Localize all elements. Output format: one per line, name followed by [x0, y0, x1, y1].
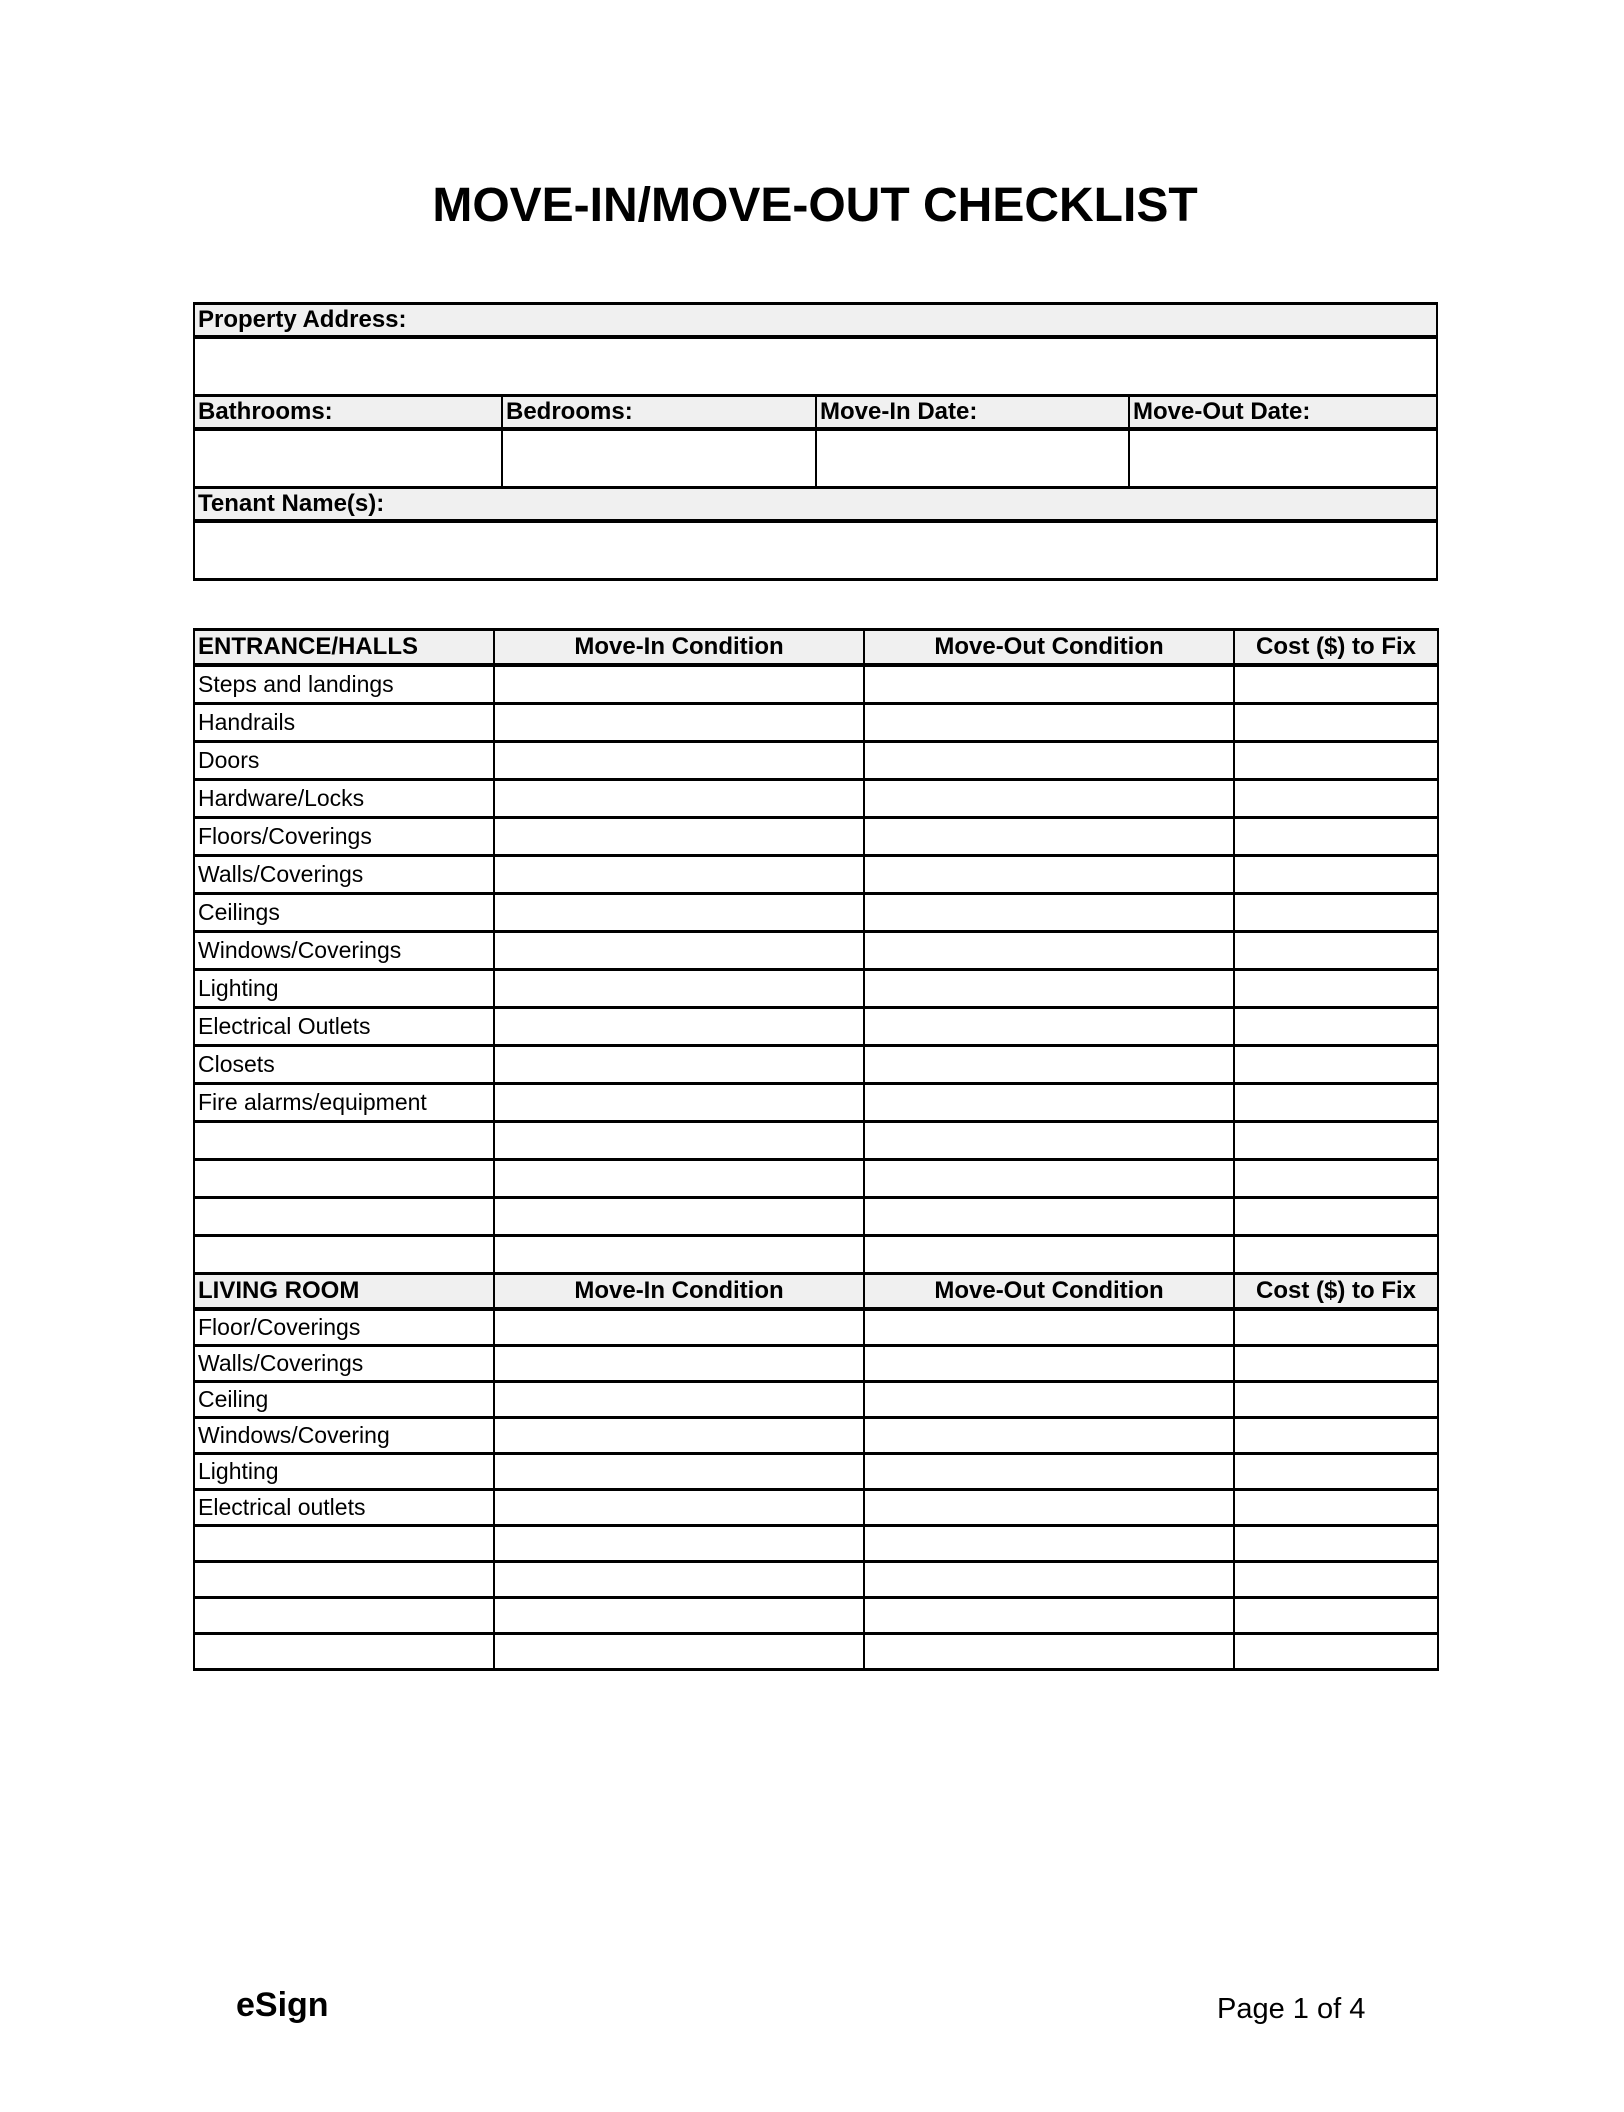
- checklist-row: [194, 1046, 1438, 1084]
- move-out-condition-cell[interactable]: [864, 1490, 1234, 1526]
- item-label-cell: Handrails: [194, 704, 494, 742]
- move-out-condition-cell[interactable]: [864, 856, 1234, 894]
- move-out-condition-cell[interactable]: [864, 932, 1234, 970]
- checklist-row: [194, 665, 1438, 704]
- column-header: Cost ($) to Fix: [1234, 630, 1438, 666]
- move-out-condition-cell[interactable]: [864, 1008, 1234, 1046]
- move-out-condition-cell[interactable]: [864, 742, 1234, 780]
- bedrooms-label: Bedrooms:: [502, 396, 816, 430]
- move-out-condition-cell[interactable]: [864, 780, 1234, 818]
- bathrooms-input[interactable]: [194, 429, 502, 488]
- move-in-condition-cell[interactable]: [494, 970, 864, 1008]
- item-label-cell: Windows/Covering: [194, 1418, 494, 1454]
- checklist-row: [194, 1309, 1438, 1346]
- move-in-condition-cell[interactable]: [494, 1160, 864, 1198]
- checklist-row: [194, 1198, 1438, 1236]
- move-out-condition-cell[interactable]: [864, 1418, 1234, 1454]
- property-address-label: Property Address:: [194, 304, 1437, 338]
- checklist-row: [194, 1236, 1438, 1274]
- column-header: Move-Out Condition: [864, 1274, 1234, 1310]
- checklist-row: [194, 704, 1438, 742]
- move-in-condition-cell[interactable]: [494, 1008, 864, 1046]
- cost-to-fix-cell[interactable]: [1234, 1084, 1438, 1122]
- cost-to-fix-cell[interactable]: [1234, 1008, 1438, 1046]
- checklist-row: [194, 1562, 1438, 1598]
- bedrooms-input[interactable]: [502, 429, 816, 488]
- column-header: Move-In Condition: [494, 1274, 864, 1310]
- move-out-condition-cell[interactable]: [864, 1346, 1234, 1382]
- item-label-cell: [194, 1122, 494, 1160]
- move-in-condition-cell[interactable]: [494, 1236, 864, 1274]
- item-label-cell: Lighting: [194, 970, 494, 1008]
- move-in-condition-cell[interactable]: [494, 1382, 864, 1418]
- checklist-row: [194, 1634, 1438, 1670]
- move-in-condition-cell[interactable]: [494, 1418, 864, 1454]
- item-label-cell: Fire alarms/equipment: [194, 1084, 494, 1122]
- cost-to-fix-cell[interactable]: [1234, 665, 1438, 704]
- move-in-condition-cell[interactable]: [494, 1526, 864, 1562]
- cost-to-fix-cell[interactable]: [1234, 1634, 1438, 1670]
- move-in-condition-cell[interactable]: [494, 1454, 864, 1490]
- move-out-condition-cell[interactable]: [864, 1046, 1234, 1084]
- column-header: Move-Out Condition: [864, 630, 1234, 666]
- move-in-condition-cell[interactable]: [494, 1562, 864, 1598]
- checklist-row: [194, 1382, 1438, 1418]
- cost-to-fix-cell[interactable]: [1234, 1454, 1438, 1490]
- move-in-condition-cell[interactable]: [494, 818, 864, 856]
- checklist-row: [194, 1490, 1438, 1526]
- move-in-condition-cell[interactable]: [494, 932, 864, 970]
- move-in-condition-cell[interactable]: [494, 1346, 864, 1382]
- checklist-row: [194, 780, 1438, 818]
- item-label-cell: Steps and landings: [194, 665, 494, 704]
- move-in-condition-cell[interactable]: [494, 780, 864, 818]
- checklist-body: [194, 630, 1438, 1670]
- move-out-condition-cell[interactable]: [864, 1598, 1234, 1634]
- column-header: Cost ($) to Fix: [1234, 1274, 1438, 1310]
- checklist-row: [194, 1160, 1438, 1198]
- property-address-input-row: [194, 337, 1437, 396]
- item-label-cell: Hardware/Locks: [194, 780, 494, 818]
- section-title: LIVING ROOM: [194, 1274, 494, 1310]
- move-out-condition-cell[interactable]: [864, 1382, 1234, 1418]
- checklist-row: [194, 1454, 1438, 1490]
- move-out-condition-cell[interactable]: [864, 665, 1234, 704]
- move-out-date-input[interactable]: [1129, 429, 1437, 488]
- unit-details-input-row: [194, 429, 1437, 488]
- section-header-row: [194, 630, 1438, 666]
- item-label-cell: Ceilings: [194, 894, 494, 932]
- move-in-condition-cell[interactable]: [494, 1084, 864, 1122]
- cost-to-fix-cell[interactable]: [1234, 1046, 1438, 1084]
- tenant-names-header-row: [194, 488, 1437, 522]
- move-in-condition-cell[interactable]: [494, 704, 864, 742]
- move-out-condition-cell[interactable]: [864, 970, 1234, 1008]
- item-label-cell: Doors: [194, 742, 494, 780]
- cost-to-fix-cell[interactable]: [1234, 1562, 1438, 1598]
- checklist-row: [194, 1346, 1438, 1382]
- checklist-row: [194, 970, 1438, 1008]
- cost-to-fix-cell[interactable]: [1234, 1526, 1438, 1562]
- checklist-row: [194, 1598, 1438, 1634]
- cost-to-fix-cell[interactable]: [1234, 894, 1438, 932]
- move-in-condition-cell[interactable]: [494, 1598, 864, 1634]
- item-label-cell: Closets: [194, 1046, 494, 1084]
- item-label-cell: [194, 1198, 494, 1236]
- item-label-cell: [194, 1526, 494, 1562]
- move-out-condition-cell[interactable]: [864, 1309, 1234, 1346]
- move-out-condition-cell[interactable]: [864, 894, 1234, 932]
- item-label-cell: Ceiling: [194, 1382, 494, 1418]
- column-header: Move-In Condition: [494, 630, 864, 666]
- cost-to-fix-cell[interactable]: [1234, 1122, 1438, 1160]
- move-in-date-label: Move-In Date:: [816, 396, 1129, 430]
- move-out-condition-cell[interactable]: [864, 1160, 1234, 1198]
- checklist-row: [194, 1526, 1438, 1562]
- property-info-table: [193, 302, 1438, 581]
- move-in-condition-cell[interactable]: [494, 1046, 864, 1084]
- item-label-cell: Lighting: [194, 1454, 494, 1490]
- cost-to-fix-cell[interactable]: [1234, 780, 1438, 818]
- cost-to-fix-cell[interactable]: [1234, 742, 1438, 780]
- checklist-table: [193, 628, 1439, 1671]
- cost-to-fix-cell[interactable]: [1234, 932, 1438, 970]
- move-in-condition-cell[interactable]: [494, 742, 864, 780]
- item-label-cell: Electrical Outlets: [194, 1008, 494, 1046]
- checklist-row: [194, 1008, 1438, 1046]
- move-in-condition-cell[interactable]: [494, 1122, 864, 1160]
- move-in-condition-cell[interactable]: [494, 1634, 864, 1670]
- move-in-date-input[interactable]: [816, 429, 1129, 488]
- cost-to-fix-cell[interactable]: [1234, 1309, 1438, 1346]
- tenant-names-input-row: [194, 521, 1437, 580]
- move-out-condition-cell[interactable]: [864, 1236, 1234, 1274]
- item-label-cell: [194, 1634, 494, 1670]
- item-label-cell: Walls/Coverings: [194, 856, 494, 894]
- cost-to-fix-cell[interactable]: [1234, 704, 1438, 742]
- checklist-row: [194, 1122, 1438, 1160]
- page-title: MOVE-IN/MOVE-OUT CHECKLIST: [432, 179, 1198, 232]
- move-in-condition-cell[interactable]: [494, 665, 864, 704]
- move-out-condition-cell[interactable]: [864, 1526, 1234, 1562]
- checklist-row: [194, 856, 1438, 894]
- cost-to-fix-cell[interactable]: [1234, 1598, 1438, 1634]
- cost-to-fix-cell[interactable]: [1234, 1236, 1438, 1274]
- cost-to-fix-cell[interactable]: [1234, 1160, 1438, 1198]
- bathrooms-label: Bathrooms:: [194, 396, 502, 430]
- checklist-row: [194, 1418, 1438, 1454]
- item-label-cell: Windows/Coverings: [194, 932, 494, 970]
- cost-to-fix-cell[interactable]: [1234, 970, 1438, 1008]
- move-in-condition-cell[interactable]: [494, 894, 864, 932]
- move-out-condition-cell[interactable]: [864, 1634, 1234, 1670]
- item-label-cell: Walls/Coverings: [194, 1346, 494, 1382]
- item-label-cell: Floors/Coverings: [194, 818, 494, 856]
- move-out-condition-cell[interactable]: [864, 1562, 1234, 1598]
- cost-to-fix-cell[interactable]: [1234, 856, 1438, 894]
- section-title: ENTRANCE/HALLS: [194, 630, 494, 666]
- checklist-row: [194, 818, 1438, 856]
- move-in-condition-cell[interactable]: [494, 1309, 864, 1346]
- checklist-row: [194, 932, 1438, 970]
- move-out-condition-cell[interactable]: [864, 1454, 1234, 1490]
- cost-to-fix-cell[interactable]: [1234, 1382, 1438, 1418]
- item-label-cell: Electrical outlets: [194, 1490, 494, 1526]
- checklist-row: [194, 742, 1438, 780]
- cost-to-fix-cell[interactable]: [1234, 1418, 1438, 1454]
- tenant-names-label: Tenant Name(s):: [194, 488, 1437, 522]
- move-in-condition-cell[interactable]: [494, 856, 864, 894]
- move-out-condition-cell[interactable]: [864, 704, 1234, 742]
- item-label-cell: [194, 1160, 494, 1198]
- move-out-condition-cell[interactable]: [864, 1084, 1234, 1122]
- esign-logo: eSign: [236, 1986, 329, 2024]
- cost-to-fix-cell[interactable]: [1234, 818, 1438, 856]
- move-out-date-label: Move-Out Date:: [1129, 396, 1437, 430]
- item-label-cell: [194, 1598, 494, 1634]
- item-label-cell: [194, 1236, 494, 1274]
- move-out-condition-cell[interactable]: [864, 818, 1234, 856]
- page-indicator: Page 1 of 4: [1217, 1993, 1366, 2025]
- move-out-condition-cell[interactable]: [864, 1122, 1234, 1160]
- property-address-input[interactable]: [194, 337, 1437, 396]
- cost-to-fix-cell[interactable]: [1234, 1346, 1438, 1382]
- section-header-row: [194, 1274, 1438, 1310]
- item-label-cell: [194, 1562, 494, 1598]
- cost-to-fix-cell[interactable]: [1234, 1490, 1438, 1526]
- checklist-row: [194, 894, 1438, 932]
- tenant-names-input[interactable]: [194, 521, 1437, 580]
- item-label-cell: Floor/Coverings: [194, 1309, 494, 1346]
- move-in-condition-cell[interactable]: [494, 1198, 864, 1236]
- move-out-condition-cell[interactable]: [864, 1198, 1234, 1236]
- checklist-row: [194, 1084, 1438, 1122]
- move-in-condition-cell[interactable]: [494, 1490, 864, 1526]
- property-address-header-row: [194, 304, 1437, 338]
- unit-details-header-row: [194, 396, 1437, 430]
- cost-to-fix-cell[interactable]: [1234, 1198, 1438, 1236]
